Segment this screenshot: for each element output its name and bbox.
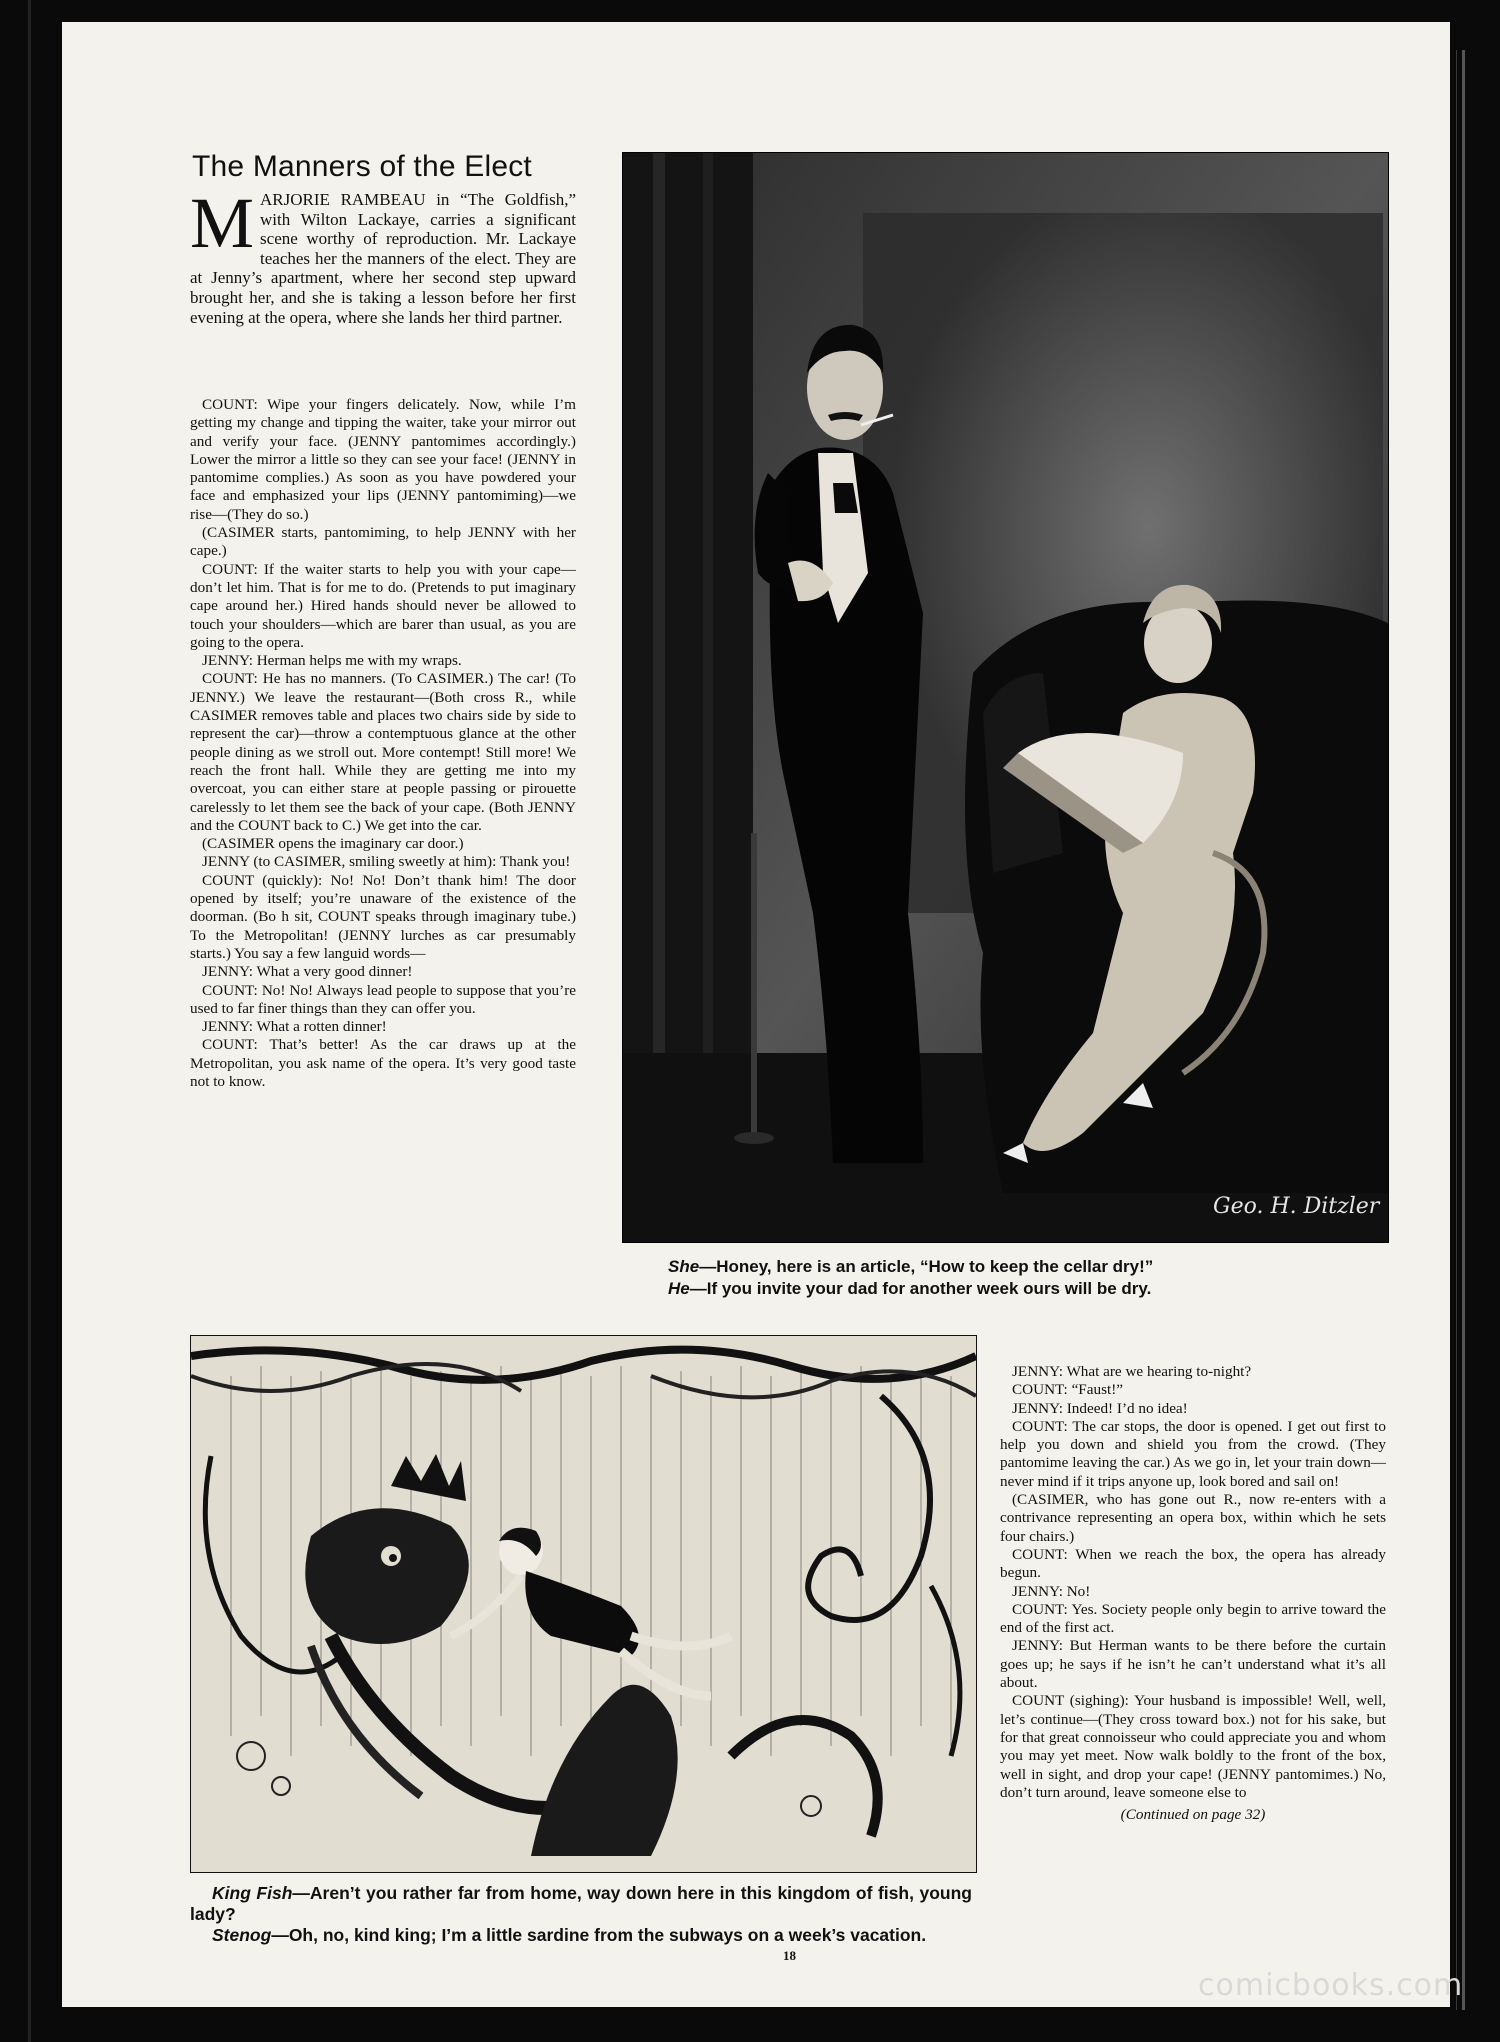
scan-edge-right-inner <box>1456 50 1457 2010</box>
watermark: comicbooks.com <box>1198 1968 1464 2003</box>
dialog-paragraph: COUNT: The car stops, the door is opened. I get out first to help you down and shield you from the crowd. (They pantomime leaving the car.) As we go in, let your train down—never mind if it trips anyone up, look bored and sail on! <box>1000 1417 1386 1490</box>
caption-line <box>668 1256 1368 1278</box>
caption-line <box>190 1925 972 1946</box>
caption-line <box>190 1883 972 1925</box>
dialog-paragraph: JENNY: No! <box>1012 1582 1091 1600</box>
caption-text: —If you invite your dad for another week ours will be dry. <box>689 1279 1152 1298</box>
dialog-paragraph: JENNY: What a rotten dinner! <box>202 1018 387 1036</box>
dialog-paragraph: JENNY: Herman helps me with my wraps. <box>202 652 462 670</box>
dialog-paragraph: COUNT: Yes. Society people only begin to arrive toward the end of the first act. <box>1000 1600 1386 1637</box>
dialog-paragraph: JENNY (to CASIMER, smiling sweetly at him): Thank you! <box>202 853 571 871</box>
dialog-paragraph: JENNY: Indeed! I’d no idea! <box>1012 1399 1188 1417</box>
caption-couple <box>668 1256 1368 1300</box>
dialog-paragraph: JENNY: What are we hearing to-night? <box>1012 1363 1252 1380</box>
dialog-paragraph: COUNT (quickly): No! No! Don’t thank him! The door opened by itself; you’re unaware of the existence of the doorman. (Bo h sit, COUNT speaks through imaginary tube.) To the Metropolitan! (JENNY lurches as car presumably starts.) You say a few languid words— <box>190 871 576 962</box>
illustration-king-fish-drawing <box>191 1336 976 1872</box>
illustration-couple <box>622 152 1389 1243</box>
dialog-paragraph: COUNT: Wipe your fingers delicately. Now, while I’m getting my change and tipping the waiter, take your mirror out and verify your face. (JENNY pantomimes accordingly.) Lower the mirror a little so they can see your face! (JENNY in pantomime complies.) As soon as you have powdered your face and emphasized your lips (JENNY pantomiming)—we rise—(They do so.) <box>190 396 576 523</box>
caption-speaker: King Fish <box>212 1883 293 1903</box>
dialog-paragraph: COUNT: That’s better! As the car draws up at the Metropolitan, you ask name of the opera. It’s very good taste not to know. <box>190 1036 576 1090</box>
caption-text: —Honey, here is an article, “How to keep the cellar dry!” <box>699 1257 1154 1276</box>
caption-line <box>668 1278 1368 1300</box>
dialog-paragraph: COUNT: “Faust!” <box>1012 1381 1124 1399</box>
dialog-paragraph: COUNT: When we reach the box, the opera has already begun. <box>1000 1545 1386 1582</box>
dialog-paragraph: (CASIMER starts, pantomiming, to help JENNY with her cape.) <box>190 524 576 560</box>
dialog-paragraph: JENNY: What a very good dinner! <box>202 963 413 981</box>
caption-text: —Oh, no, kind king; I’m a little sardine from the subways on a week’s vacation. <box>271 1925 927 1945</box>
dialog-paragraph: JENNY: But Herman wants to be there before the curtain goes up; he says if he isn’t he can’t understand what it’s all about. <box>1000 1637 1386 1692</box>
dialog-column-right <box>1000 1363 1386 1824</box>
dialog-paragraph: COUNT: No! No! Always lead people to suppose that you’re used to far finer things than they can offer you. <box>190 981 576 1017</box>
artist-signature: Geo. H. Ditzler <box>1213 1194 1380 1219</box>
caption-king-fish <box>190 1883 972 1946</box>
scan-edge-left <box>28 0 31 2042</box>
intro-text: ARJORIE RAMBEAU in “The Goldfish,” with Wilton Lackaye, carries a significant scene worthy of reproduction. Mr. Lackaye teaches her the manners of the elect. They are at Jenny’s apartment, where her second step upward brought her, and she is taking a lesson before her first evening at the opera, where she lands her third partner. <box>190 190 576 327</box>
dialog-column-left <box>190 396 576 1091</box>
continued-note: (Continued on page 32) <box>1120 1806 1266 1824</box>
caption-speaker: Stenog <box>212 1925 272 1945</box>
caption-speaker: She <box>668 1257 700 1276</box>
illustration-couple-drawing <box>623 153 1388 1242</box>
scan-edge-right <box>1462 50 1465 2010</box>
caption-text: —Aren’t you rather far from home, way down here in this kingdom of fish, young lady? <box>190 1883 972 1924</box>
caption-speaker: He <box>668 1279 690 1298</box>
dialog-paragraph: COUNT (sighing): Your husband is impossible! Well, well, let’s continue—(They cross toward box.) not for his sake, but for that great connoisseur who could appreciate you and whom you may yet meet. Now walk boldly to the front of the box, well in sight, and drop your cape! (JENNY pantomimes.) No, don’t turn around, leave someone else to <box>1000 1692 1386 1801</box>
article-intro <box>190 183 576 327</box>
drop-cap: M <box>190 183 255 263</box>
dialog-paragraph: (CASIMER, who has gone out R., now re-enters with a contrivance representing an opera box, within which he sets four chairs.) <box>1000 1491 1386 1545</box>
illustration-king-fish <box>190 1335 977 1873</box>
page-number: 18 <box>783 1948 796 1963</box>
dialog-paragraph: (CASIMER opens the imaginary car door.) <box>202 835 464 853</box>
dialog-paragraph: COUNT: If the waiter starts to help you with your cape—don’t let him. That is for me to do. (Pretends to put imaginary cape around her.) Hired hands should never be allowed to touch your shoulders—which are barer than usual, as you are going to the opera. <box>190 560 576 651</box>
dialog-paragraph: COUNT: He has no manners. (To CASIMER.) The car! (To JENNY.) We leave the restaurant—(Both cross R., while CASIMER removes table and places two chairs side by side to represent the car)—throw a contemptuous glance at the other people dining as we stroll out. More contempt! Still more! We reach the front hall. While they are getting me into my overcoat, you can either stare at people passing or pirouette carelessly to let them see the back of your cape. (Both JENNY and the COUNT back to C.) We get into the car. <box>190 670 576 834</box>
article-title: The Manners of the Elect <box>192 150 532 183</box>
